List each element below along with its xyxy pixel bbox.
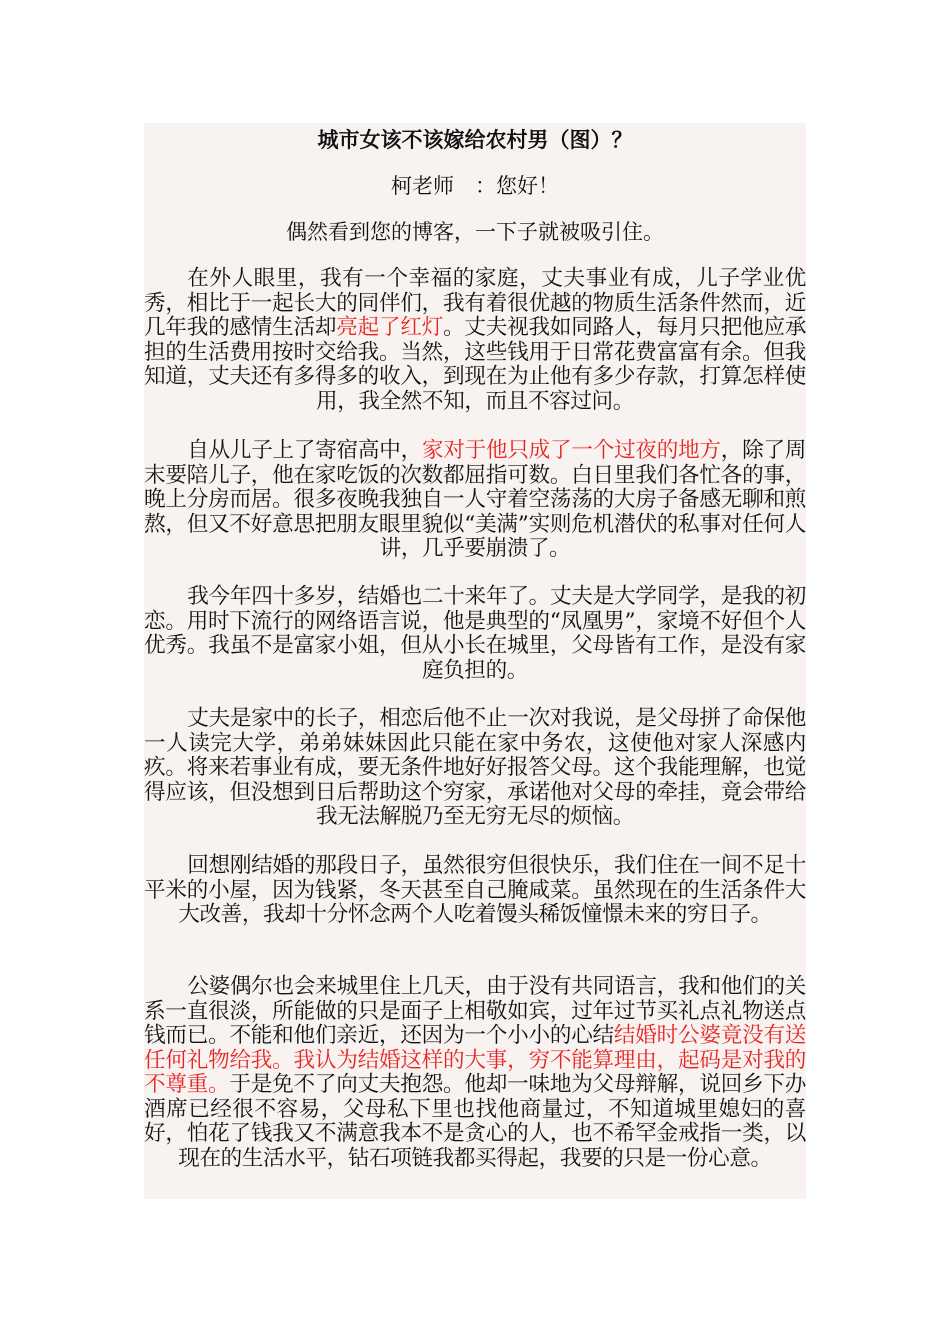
paragraph-3: 我今年四十多岁，结婚也二十来年了。丈夫是大学同学，是我的初恋。用时下流行的网络语言说，他是典型的“凤凰男”，家境不好但个人优秀。我虽不是富家小姐，但从小长在城里，父母皆有工作，是没有家庭负担的。 [144, 584, 806, 683]
paragraph-5: 回想刚结婚的那段日子，虽然很穷但很快乐，我们住在一间不足十平米的小屋，因为钱紧，冬天甚至自己腌咸菜。虽然现在的生活条件大大改善，我却十分怀念两个人吃着馒头稀饭憧憬未来的穷日子。 [144, 853, 806, 927]
paragraph-1 [144, 267, 806, 414]
greeting-line: 柯老师 ：您好！ [391, 174, 559, 198]
paragraph-2-highlight: 家对于他只成了一个过夜的地方 [421, 438, 721, 463]
paragraph-6-text-a: 公婆偶尔也会来城里住上几天，由于没有共同语言，我和他们的关系一直很淡，所能做的只是面子上相敬如宾，过年过节买礼点礼物送点钱而已。不能和他们亲近，还因为一个小小的心结 [144, 974, 806, 1048]
paragraph-6 [144, 975, 806, 1171]
paragraph-6-highlight: 结婚时公婆竟没有送任何礼物给我。我认为结婚这样的大事，穷不能算理由，起码是对我的不尊重。 [144, 1023, 806, 1097]
paragraph-2 [144, 439, 806, 562]
paragraph-2-text-a: 自从儿子上了寄宿高中， [187, 438, 422, 463]
article-panel [144, 123, 806, 1199]
paragraph-4: 丈夫是家中的长子，相恋后他不止一次对我说，是父母拼了命保他一人读完大学，弟弟妹妹因此只能在家中务农，这使他对家人深感内疚。将来若事业有成，要无条件地好好报答父母。这个我能理解，也觉得应该，但没想到日后帮助这个穷家，承诺他对父母的牵挂，竟会带给我无法解脱乃至无穷无尽的烦恼。 [144, 706, 806, 829]
paragraph-1-text-a: 在外人眼里，我有一个幸福的家庭，丈夫事业有成，儿子学业优秀，相比于一起长大的同伴们，我有着很优越的物质生活条件然而，近几年我的感情生活却 [144, 266, 806, 340]
paragraph-6-text-b: 于是免不了向丈夫抱怨。他却一味地为父母辩解，说回乡下办酒席已经很不容易，父母私下里也找他商量过，不知道城里媳妇的喜好，怕花了钱我又不满意我本不是贪心的人，也不希罕金戒指一类，以现在的生活水平，钻石项链我都买得起，我要的只是一份心意。 [144, 1072, 807, 1171]
article-title: 城市女该不该嫁给农村男（图）？ [317, 127, 633, 152]
intro-line: 偶然看到您的博客，一下子就被吸引住。 [286, 220, 664, 244]
paragraph-1-highlight: 亮起了红灯 [336, 315, 444, 340]
paragraph-1-text-b: 。丈夫视我如同路人，每月只把他应承担的生活费用按时交给我。当然，这些钱用于日常花费富富有余。但我知道，丈夫还有多得多的收入，到现在为止他有多少存款，打算怎样使用，我全然不知，而且不容过问。 [144, 315, 807, 414]
paragraph-2-text-b: ，除了周末要陪儿子，他在家吃饭的次数都屈指可数。白日里我们各忙各的事，晚上分房而居。很多夜晚我独自一人守着空荡荡的大房子备感无聊和煎熬，但又不好意思把朋友眼里貌似“美满”实则危机潜伏的私事对任何人讲，几乎要崩溃了。 [144, 438, 807, 561]
